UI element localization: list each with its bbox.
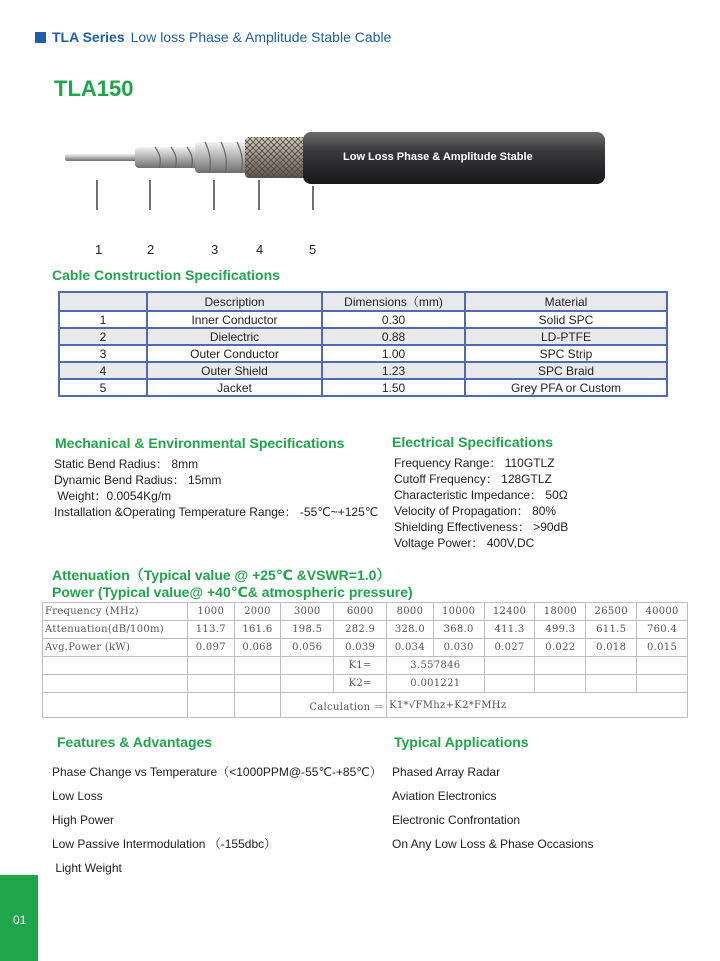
table-cell: 161.6: [234, 621, 281, 639]
features-title: Features & Advantages: [57, 734, 213, 750]
table-cell: Outer Conductor: [147, 345, 322, 362]
table-header-cell: [59, 292, 147, 311]
table-row: [43, 675, 688, 693]
table-cell: 1.50: [322, 379, 465, 396]
table-cell: 10000: [433, 603, 484, 621]
table-cell: K1=: [334, 657, 387, 675]
model-title: TLA150: [54, 76, 134, 101]
table-cell: Inner Conductor: [147, 311, 322, 328]
spec-line: Shielding Effectiveness： >90dB: [394, 520, 569, 534]
table-header-cell: Dimensions（mm): [322, 292, 465, 311]
table-cell: 3.557846: [387, 657, 484, 675]
list-item: On Any Low Loss & Phase Occasions: [392, 837, 594, 851]
table-cell: 411.3: [484, 621, 535, 639]
table-cell: Outer Shield: [147, 362, 322, 379]
power-title: Power (Typical value@ +40℃& atmospheric pressure): [52, 584, 413, 600]
applications-list: [392, 760, 593, 856]
table-row: [43, 621, 688, 639]
table-cell: [281, 657, 334, 675]
table-cell: 40000: [637, 603, 688, 621]
table-cell: 4: [59, 362, 147, 379]
series-subtitle: Low loss Phase & Amplitude Stable Cable: [130, 29, 392, 45]
table-cell: 0.001221: [387, 675, 484, 693]
table-row: [59, 345, 667, 362]
table-cell: 0.88: [322, 328, 465, 345]
list-item: Light Weight: [52, 861, 122, 875]
table-cell: 1000: [188, 603, 235, 621]
spec-line: Velocity of Propagation： 80%: [394, 504, 557, 518]
callout-number: 3: [211, 242, 219, 257]
list-item: Phased Array Radar: [392, 765, 501, 779]
table-cell: [188, 675, 235, 693]
table-cell: 3000: [281, 603, 334, 621]
table-cell: 0.030: [433, 639, 484, 657]
table-cell: [234, 675, 281, 693]
table-cell: LD-PTFE: [465, 328, 667, 345]
mechanical-list: [54, 456, 378, 520]
table-cell: 0.027: [484, 639, 535, 657]
table-cell: 113.7: [188, 621, 235, 639]
table-cell: [586, 657, 637, 675]
table-cell: [637, 675, 688, 693]
table-cell: [484, 675, 535, 693]
table-row: [43, 693, 688, 718]
table-cell: [188, 693, 235, 718]
construction-title: Cable Construction Specifications: [52, 267, 280, 283]
table-cell: Dielectric: [147, 328, 322, 345]
callout-number: 4: [256, 242, 264, 257]
page-number: 01: [13, 913, 27, 927]
list-item: High Power: [52, 813, 115, 827]
spec-line: Dynamic Bend Radius： 15mm: [54, 473, 222, 487]
table-cell: 0.097: [188, 639, 235, 657]
table-cell: [43, 657, 188, 675]
table-header-cell: Description: [147, 292, 322, 311]
table-cell: Solid SPC: [465, 311, 667, 328]
attenuation-table: [42, 602, 688, 718]
table-cell: 1: [59, 311, 147, 328]
table-cell: 3: [59, 345, 147, 362]
table-cell: 2000: [234, 603, 281, 621]
table-cell: 1.00: [322, 345, 465, 362]
spec-line: Voltage Power： 400V,DC: [394, 536, 535, 550]
table-cell: [535, 675, 586, 693]
table-cell: [43, 693, 188, 718]
table-cell: 1.23: [322, 362, 465, 379]
table-cell: 328.0: [387, 621, 434, 639]
callout-number: 1: [95, 242, 103, 257]
list-item: Electronic Confrontation: [392, 813, 521, 827]
applications-title: Typical Applications: [394, 734, 529, 750]
table-cell: SPC Strip: [465, 345, 667, 362]
mechanical-title: Mechanical & Environmental Specifications: [55, 435, 345, 451]
table-row: [43, 657, 688, 675]
table-cell: [234, 657, 281, 675]
spec-line: Characteristic Impedance： 50Ω: [394, 488, 568, 502]
spec-line: Static Bend Radius： 8mm: [54, 457, 199, 471]
features-list: [52, 760, 382, 880]
list-item: Low Loss: [52, 789, 103, 803]
table-cell: K2=: [334, 675, 387, 693]
table-cell: [484, 657, 535, 675]
table-cell: 0.015: [637, 639, 688, 657]
table-cell: 499.3: [535, 621, 586, 639]
table-cell: [188, 657, 235, 675]
table-cell: 760.4: [637, 621, 688, 639]
list-item: Aviation Electronics: [392, 789, 497, 803]
attenuation-title: Attenuation（Typical value @ +25℃ &VSWR=1.0）: [52, 567, 391, 583]
table-cell: 198.5: [281, 621, 334, 639]
table-cell: Frequency (MHz): [43, 603, 188, 621]
table-cell: [637, 657, 688, 675]
table-cell: Avg.Power (kW): [43, 639, 188, 657]
cable-label: Low Loss Phase & Amplitude Stable: [343, 151, 533, 163]
table-cell: 18000: [535, 603, 586, 621]
spec-line: Frequency Range： 110GTLZ: [394, 456, 555, 470]
table-cell: [43, 675, 188, 693]
series-name: TLA Series: [52, 29, 125, 45]
table-cell: [234, 693, 281, 718]
table-cell: 0.039: [334, 639, 387, 657]
cable-illustration: [55, 130, 615, 210]
table-cell: Jacket: [147, 379, 322, 396]
table-cell: [281, 675, 334, 693]
spec-line: Cutoff Frequency： 128GTLZ: [394, 472, 552, 486]
table-cell: Attenuation(dB/100m): [43, 621, 188, 639]
series-header: [35, 29, 391, 45]
table-row: [59, 328, 667, 345]
table-cell: 0.068: [234, 639, 281, 657]
spec-line: Installation &Operating Temperature Range： -55℃~+125℃: [54, 505, 379, 519]
table-header-row: [59, 292, 667, 311]
table-cell: 26500: [586, 603, 637, 621]
table-cell: 0.018: [586, 639, 637, 657]
table-cell: [586, 675, 637, 693]
table-row: [43, 639, 688, 657]
table-cell: 0.056: [281, 639, 334, 657]
table-cell: 611.5: [586, 621, 637, 639]
table-cell: 368.0: [433, 621, 484, 639]
table-cell: 6000: [334, 603, 387, 621]
callout-number: 5: [309, 242, 317, 257]
table-cell: Grey PFA or Custom: [465, 379, 667, 396]
list-item: Phase Change vs Temperature（<1000PPM@-55℃-+85℃）: [52, 765, 382, 779]
table-cell: SPC Braid: [465, 362, 667, 379]
table-cell: 0.034: [387, 639, 434, 657]
table-cell: 0.30: [322, 311, 465, 328]
table-cell: 0.022: [535, 639, 586, 657]
table-cell: 282.9: [334, 621, 387, 639]
table-cell: 12400: [484, 603, 535, 621]
table-row: [59, 362, 667, 379]
construction-table: [58, 291, 668, 397]
table-cell: K1*√FMhz+K2*FMHz: [387, 693, 688, 718]
table-cell: [535, 657, 586, 675]
table-row: [43, 603, 688, 621]
table-row: [59, 311, 667, 328]
callout-number: 2: [147, 242, 155, 257]
list-item: Low Passive Intermodulation （-155dbc）: [52, 837, 277, 851]
table-cell: 2: [59, 328, 147, 345]
table-header-cell: Material: [465, 292, 667, 311]
electrical-title: Electrical Specifications: [392, 434, 554, 450]
table-cell: 5: [59, 379, 147, 396]
electrical-list: [394, 455, 568, 551]
table-row: [59, 379, 667, 396]
spec-line: Weight：0.0054Kg/m: [54, 489, 172, 503]
table-cell: 8000: [387, 603, 434, 621]
square-bullet-icon: [35, 32, 46, 43]
table-cell: Calculation ＝: [281, 693, 387, 718]
